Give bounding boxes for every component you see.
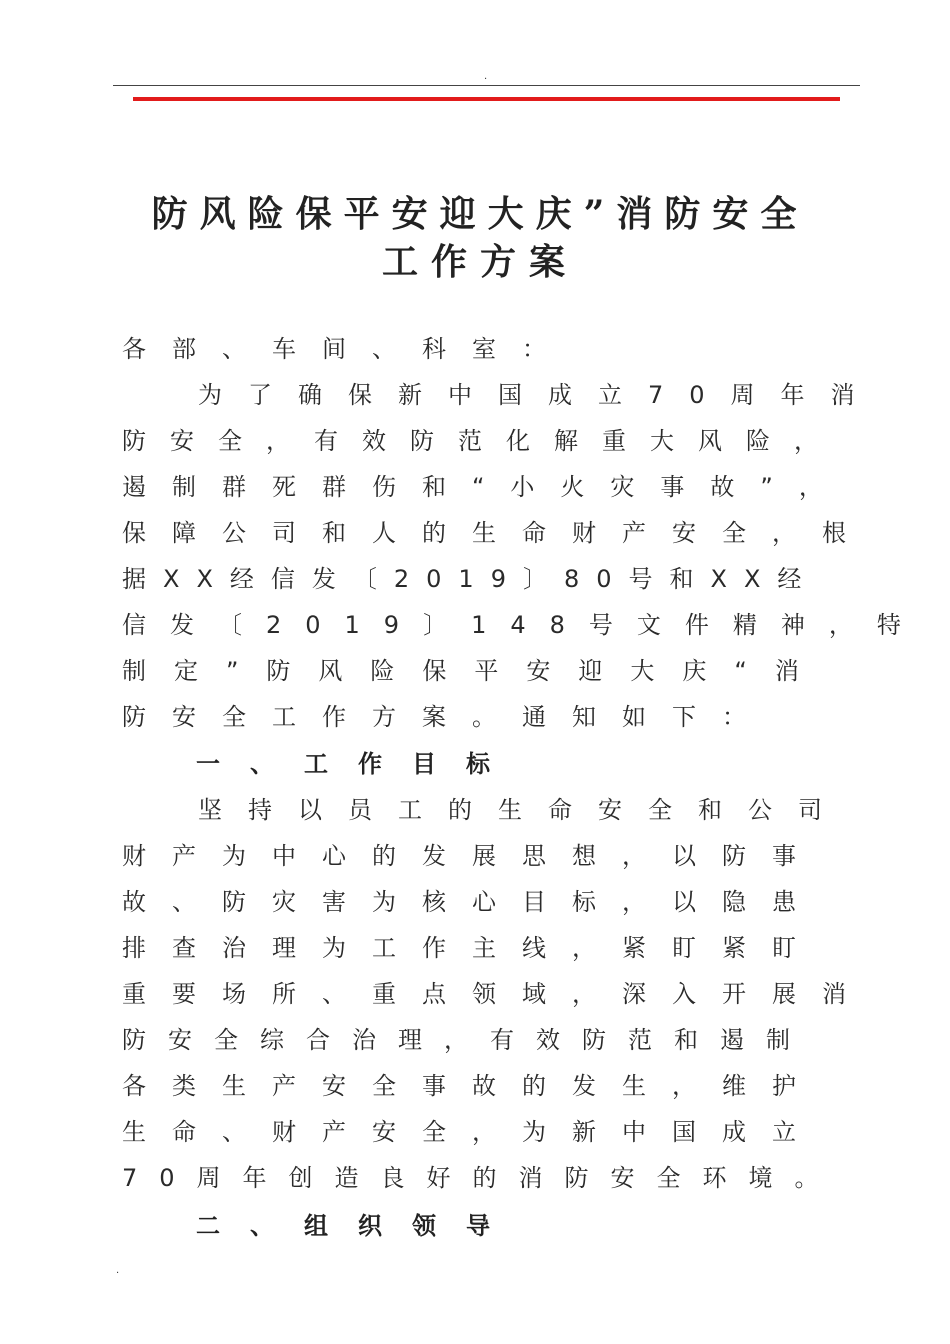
- red-divider-rule: [133, 97, 840, 101]
- document-title-line-1: 防风险保平安迎大庆”消防安全: [151, 193, 809, 235]
- para1-line-8: 防安全工作方案。通知如下：: [122, 703, 772, 731]
- header-rule: [113, 85, 860, 86]
- para2-line-8: 生命、财产安全，为新中国成立: [122, 1118, 822, 1146]
- para2-line-7: 各类生产安全事故的发生，维护: [122, 1072, 822, 1100]
- para1-line-7: 制定”防风险保平安迎大庆“消: [122, 657, 827, 685]
- para1-line-4: 保障公司和人的生命财产安全，根: [122, 519, 872, 547]
- para2-line-1: 坚持以员工的生命安全和公司: [198, 796, 848, 824]
- document-title-line-2: 工作方案: [381, 241, 578, 283]
- para2-line-2: 财产为中心的发展思想，以防事: [122, 842, 822, 870]
- para2-line-5: 重要场所、重点领域，深入开展消: [122, 980, 872, 1008]
- header-dot: .: [484, 71, 488, 82]
- para1-line-6: 信发〔2019〕148号文件精神，特: [122, 611, 925, 639]
- footer-dot: .: [116, 1265, 120, 1276]
- para1-line-3: 遏制群死群伤和“小火灾事故”，: [122, 473, 849, 501]
- section-1-heading: 一、工作目标: [196, 750, 520, 778]
- section-2-heading: 二、组织领导: [196, 1212, 520, 1240]
- para1-line-5: 据XX经信发〔2019〕80号和XX经: [122, 565, 819, 593]
- para1-line-1: 为了确保新中国成立70周年消: [198, 381, 881, 409]
- para2-line-9: 70周年创造良好的消防安全环境。: [122, 1164, 841, 1192]
- para2-line-4: 排查治理为工作主线，紧盯紧盯: [122, 934, 822, 962]
- salutation: 各部、车间、科室：: [122, 335, 572, 363]
- para1-line-2: 防安全，有效防范化解重大风险，: [122, 427, 842, 455]
- para2-line-3: 故、防灾害为核心目标，以隐患: [122, 888, 822, 916]
- para2-line-6: 防安全综合治理，有效防范和遏制: [122, 1026, 812, 1054]
